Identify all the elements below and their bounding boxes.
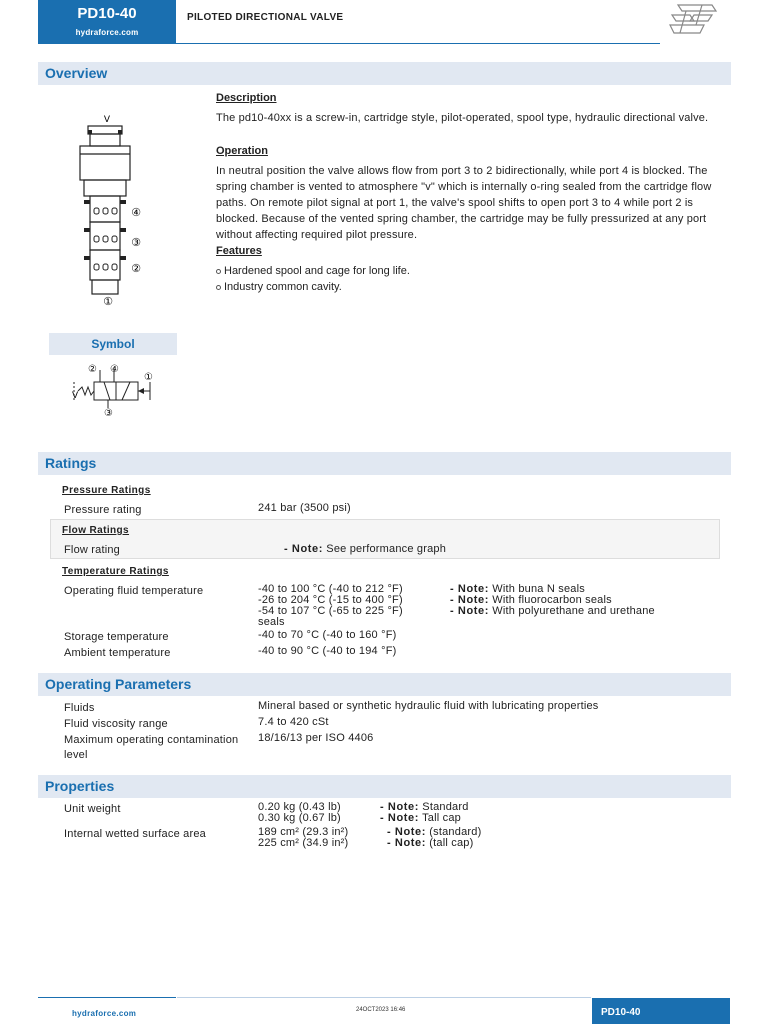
contamination-label: Maximum operating contamination	[64, 734, 239, 746]
operating-temp-note: - Note: With buna N seals	[450, 583, 585, 595]
viscosity-value: 7.4 to 420 cSt	[258, 716, 329, 728]
unit-weight-note: - Note: Standard	[380, 801, 469, 813]
symbol-label-v: V	[72, 391, 79, 401]
surface-area-label: Internal wetted surface area	[64, 828, 206, 840]
operating-temp-note: - Note: With fluorocarbon seals	[450, 594, 612, 606]
pressure-rating-label: Pressure rating	[64, 504, 142, 516]
operating-temp-note: - Note: With polyurethane and urethane	[450, 605, 655, 617]
unit-weight-label: Unit weight	[64, 803, 121, 815]
section-properties	[38, 775, 731, 798]
contamination-label-wrap: level	[64, 749, 88, 761]
storage-temp-label: Storage temperature	[64, 631, 169, 643]
viscosity-label: Fluid viscosity range	[64, 718, 168, 730]
section-title: Ratings	[45, 455, 97, 471]
section-title: Operating Parameters	[45, 676, 192, 692]
section-operating-parameters	[38, 673, 731, 696]
pressure-rating-value: 241 bar (3500 psi)	[258, 502, 351, 514]
unit-weight-value: 0.20 kg (0.43 lb)	[258, 801, 341, 813]
page-title: PILOTED DIRECTIONAL VALVE	[187, 12, 344, 23]
fluids-value: Mineral based or synthetic hydraulic fluid with lubricating properties	[258, 700, 599, 712]
symbol-label-port4: ④	[110, 364, 119, 375]
hydraulic-symbol-icon	[70, 360, 158, 418]
surface-area-note: - Note: (standard)	[387, 826, 482, 838]
valve-label-port4: ④	[131, 206, 141, 219]
surface-area-value: 189 cm² (29.3 in²)	[258, 826, 349, 838]
header-badge	[38, 0, 176, 44]
section-ratings	[38, 452, 731, 475]
operation-heading: Operation	[216, 145, 268, 157]
ambient-temp-value: -40 to 90 °C (-40 to 194 °F)	[258, 645, 397, 657]
header-site[interactable]: hydraforce.com	[75, 28, 139, 37]
footer-badge: PD10-40	[592, 998, 730, 1024]
footer-date: 24OCT2023 16:46	[356, 1007, 406, 1013]
footer-site-link[interactable]: hydraforce.com	[72, 1009, 137, 1018]
valve-label-port3: ③	[131, 236, 141, 249]
header-rule	[176, 43, 660, 44]
hydraforce-logo-icon	[668, 3, 718, 37]
features-list	[216, 263, 410, 295]
symbol-label-port1: ①	[144, 372, 153, 383]
valve-label-port2: ②	[131, 262, 141, 275]
list-item: Industry common cavity.	[216, 279, 410, 295]
contamination-value: 18/16/13 per ISO 4406	[258, 732, 374, 744]
surface-area-value: 225 cm² (34.9 in²)	[258, 837, 349, 849]
product-code: PD10-40	[77, 5, 137, 22]
description-text: The pd10-40xx is a screw-in, cartridge style, pilot-operated, spool type, hydraulic directional valve.	[216, 112, 709, 124]
operating-temp-label: Operating fluid temperature	[64, 585, 204, 597]
operating-temp-value-wrap: seals	[258, 616, 285, 628]
operating-temp-value: -54 to 107 °C (-65 to 225 °F)	[258, 605, 403, 617]
list-item: Hardened spool and cage for long life.	[216, 263, 410, 279]
symbol-label-port2: ②	[88, 364, 97, 375]
flow-rating-label: Flow rating	[64, 544, 120, 556]
fluids-label: Fluids	[64, 702, 95, 714]
storage-temp-value: -40 to 70 °C (-40 to 160 °F)	[258, 629, 397, 641]
description-heading: Description	[216, 92, 277, 104]
ambient-temp-label: Ambient temperature	[64, 647, 171, 659]
valve-label-v: V	[103, 115, 111, 125]
pressure-ratings-heading: Pressure Ratings	[62, 485, 151, 496]
section-title: Overview	[45, 65, 108, 81]
operation-text: In neutral position the valve allows flow from port 3 to 2 bidirectionally, while port 4 is blocked. The spring chamber is vented to atmosphere "v" which is internally o-ring sealed from the cartridge flow paths. On remote pilot signal at port 1, the valve's spool shifts to open port 3 to 4 while port 2 is blocked. Because of the vented spring chamber, the cartridge may be fully pressurized at any port without affecting required pilot pressure.	[216, 165, 712, 241]
footer-rule	[38, 997, 176, 998]
flow-rating-note: - Note: See performance graph	[284, 543, 447, 555]
footer-rule-light	[177, 997, 591, 998]
features-heading: Features	[216, 245, 262, 257]
flow-ratings-heading: Flow Ratings	[62, 525, 130, 536]
surface-area-note: - Note: (tall cap)	[387, 837, 474, 849]
unit-weight-value: 0.30 kg (0.67 lb)	[258, 812, 341, 824]
section-title: Properties	[45, 778, 115, 794]
section-overview	[38, 62, 731, 85]
valve-cartridge-illustration	[70, 112, 150, 308]
valve-label-port1: ①	[103, 295, 113, 308]
symbol-heading: Symbol	[49, 333, 177, 355]
symbol-label-port3: ③	[104, 408, 113, 418]
temperature-ratings-heading: Temperature Ratings	[62, 566, 169, 577]
operating-temp-value: -40 to 100 °C (-40 to 212 °F)	[258, 583, 403, 595]
operating-temp-value: -26 to 204 °C (-15 to 400 °F)	[258, 594, 403, 606]
unit-weight-note: - Note: Tall cap	[380, 812, 461, 824]
